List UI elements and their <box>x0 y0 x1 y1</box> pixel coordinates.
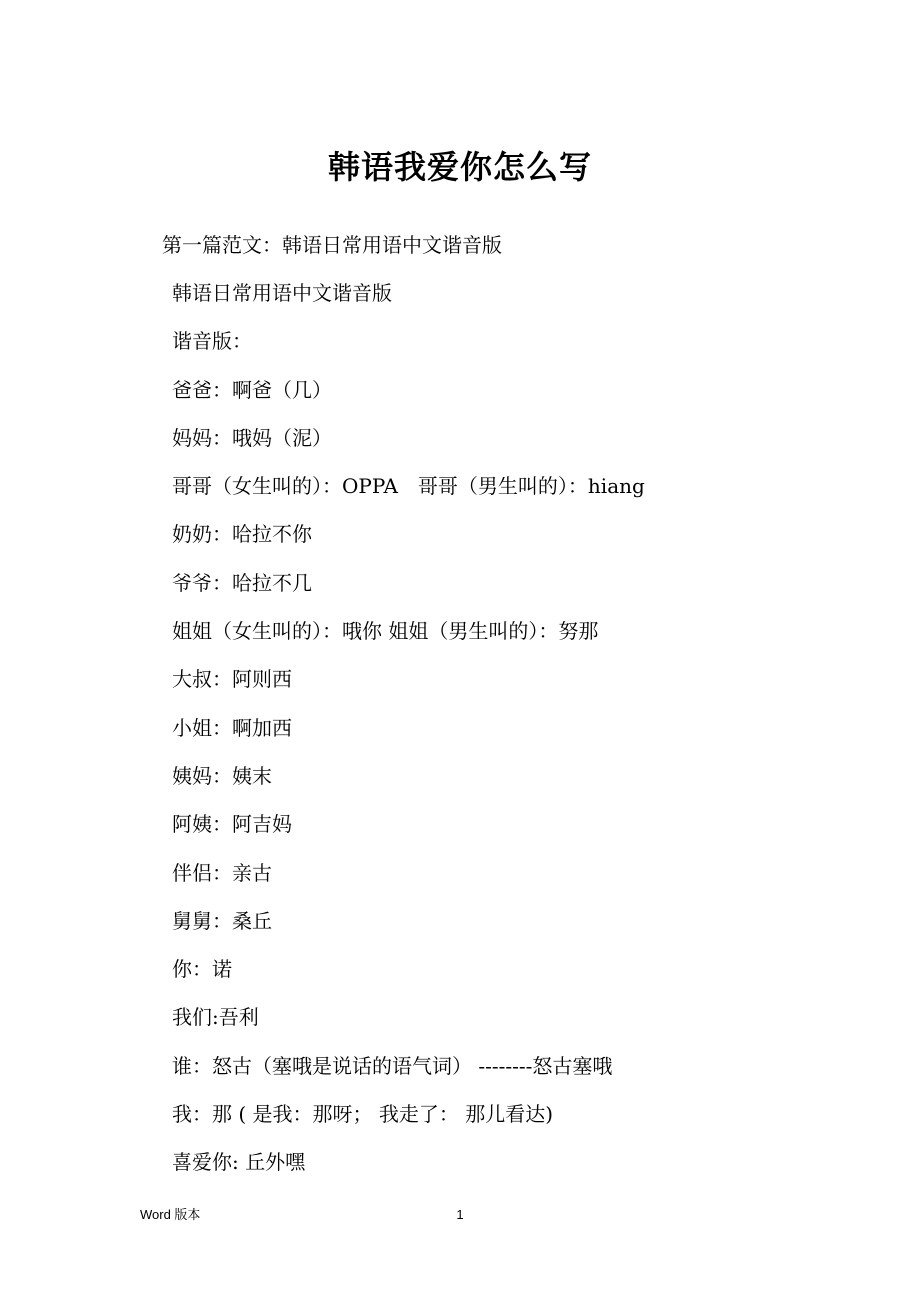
content-line: 舅舅：桑丘 <box>172 908 272 933</box>
content-line: 姐姐（女生叫的）：哦你 姐姐（男生叫的）：努那 <box>172 619 599 644</box>
section-heading: 第一篇范文：韩语日常用语中文谐音版 <box>162 233 502 257</box>
content-line: 大叔：阿则西 <box>172 667 292 692</box>
content-line: 我们:吾利 <box>172 1005 259 1030</box>
content-line: 喜爱你: 丘外嘿 <box>172 1150 306 1175</box>
content-line: 谐音版： <box>172 329 252 354</box>
footer-version-label: Word 版本 <box>140 1207 201 1222</box>
content-line: 韩语日常用语中文谐音版 <box>172 281 392 305</box>
content-line: 小姐：啊加西 <box>172 715 292 740</box>
content-line: 奶奶：哈拉不你 <box>172 522 312 547</box>
content-lines <box>172 277 872 1195</box>
content-line: 爸爸：啊爸（几） <box>172 377 332 402</box>
footer-page-number: 1 <box>456 1207 464 1222</box>
content-line: 妈妈：哦妈（泥） <box>172 425 332 450</box>
content-line: 谁：怒古（塞哦是说话的语气词） --------怒古塞哦 <box>172 1053 613 1078</box>
content-line: 阿姨：阿吉妈 <box>172 812 292 837</box>
content-line: 我：那 ( 是我：那呀； 我走了： 那儿看达) <box>172 1102 554 1127</box>
content-line: 爷爷：哈拉不几 <box>172 570 312 595</box>
content-line: 伴侣：亲古 <box>172 860 272 885</box>
content-line: 哥哥（女生叫的）：OPPA 哥哥（男生叫的）：hiang <box>172 474 645 499</box>
content-line: 姨妈：姨末 <box>172 763 272 788</box>
content-line: 你：诺 <box>172 957 232 982</box>
page-title: 韩语我爱你怎么写 <box>327 148 592 186</box>
